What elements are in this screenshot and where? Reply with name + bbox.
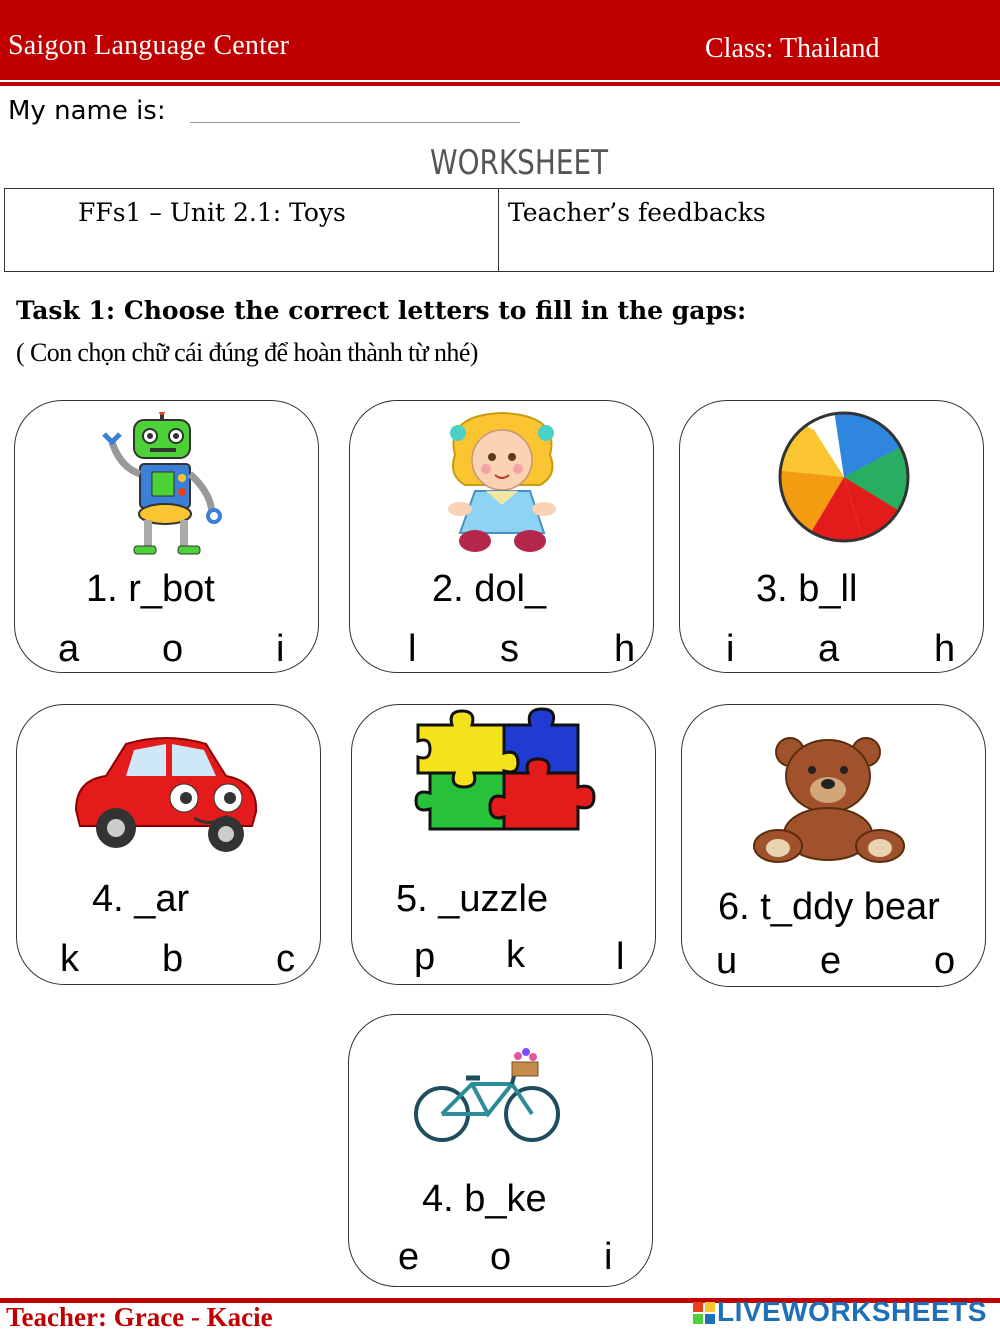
option-letter[interactable]: e [398, 1236, 420, 1278]
car-icon [66, 730, 262, 855]
unit-cell: FFs1 – Unit 2.1: Toys [78, 198, 346, 227]
word-prompt: 1. r_bot [86, 568, 215, 610]
option-letter[interactable]: o [162, 628, 184, 670]
option-letter[interactable]: l [616, 936, 625, 978]
puzzle-icon [412, 705, 598, 835]
option-letter[interactable]: k [506, 934, 525, 976]
robot-icon [100, 412, 230, 557]
bicycle-icon [412, 1044, 562, 1144]
word-prompt: 3. b_ll [756, 568, 858, 610]
feedback-cell: Teacher’s feedbacks [508, 198, 766, 227]
word-prompt: 4. _ar [92, 878, 190, 920]
option-letter[interactable]: a [818, 628, 840, 670]
option-letter[interactable]: o [934, 940, 956, 982]
task-title: Task 1: Choose the correct letters to fill in the gaps: [16, 296, 747, 325]
option-letter[interactable]: i [604, 1236, 613, 1278]
option-letter[interactable]: p [414, 936, 436, 978]
worksheet-title: WORKSHEET [430, 143, 609, 183]
option-letter[interactable]: i [726, 628, 735, 670]
option-letter[interactable]: s [500, 628, 519, 670]
doll-icon [440, 405, 565, 555]
name-input-line[interactable] [190, 122, 520, 123]
option-letter[interactable]: l [408, 628, 417, 670]
header-divider [0, 82, 1000, 86]
option-letter[interactable]: c [276, 938, 295, 980]
ball-icon [774, 410, 914, 544]
option-letter[interactable]: a [58, 628, 80, 670]
brand-name: LIVEWORKSHEETS [717, 1296, 987, 1327]
option-letter[interactable]: o [490, 1236, 512, 1278]
name-label: My name is: [8, 96, 166, 126]
option-letter[interactable]: b [162, 938, 184, 980]
option-letter[interactable]: h [614, 628, 636, 670]
option-letter[interactable]: h [934, 628, 956, 670]
task-subtitle: ( Con chọn chữ cái đúng để hoàn thành từ nhé) [16, 338, 478, 367]
word-prompt: 2. dol_ [432, 568, 547, 610]
center-name: Saigon Language Center [8, 30, 290, 61]
option-letter[interactable]: u [716, 940, 738, 982]
word-prompt: 4. b_ke [422, 1178, 547, 1220]
word-prompt: 5. _uzzle [396, 878, 549, 920]
word-prompt: 6. t_ddy bear [718, 886, 940, 928]
class-label: Class: Thailand [705, 33, 880, 64]
option-letter[interactable]: e [820, 940, 842, 982]
liveworksheets-icon [693, 1302, 715, 1324]
teddy-bear-icon [748, 734, 912, 864]
teacher-name: Teacher: Grace - Kacie [6, 1302, 273, 1332]
option-letter[interactable]: k [60, 938, 79, 980]
option-letter[interactable]: i [276, 628, 285, 670]
info-table-divider [498, 188, 499, 272]
brand-logo [693, 1296, 987, 1328]
